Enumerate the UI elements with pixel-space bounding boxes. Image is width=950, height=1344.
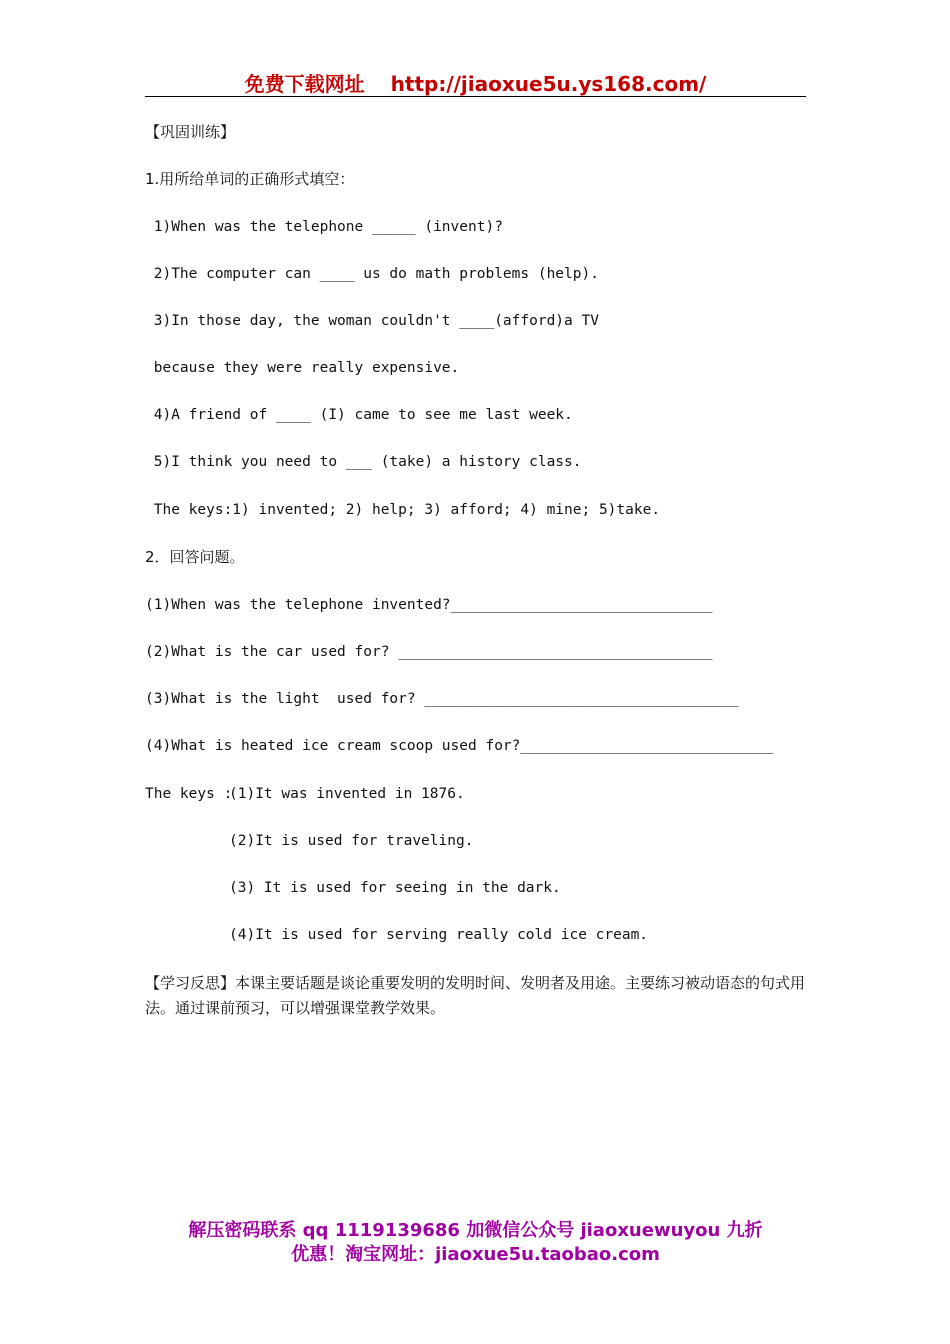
header-url[interactable]: http://jiaoxue5u.ys168.com/ [390, 72, 707, 96]
part2-keys-label: The keys : [145, 786, 233, 802]
part2-question-1: (1)When was the telephone invented?______________________________ [145, 597, 713, 613]
part1-item-3: 3)In those day, the woman couldn't ____(afford)a TV [145, 313, 599, 329]
part1-item-1: 1)When was the telephone _____ (invent)? [145, 219, 503, 235]
part1-title: 1.用所给单词的正确形式填空： [145, 170, 355, 188]
part1-item-3-cont: because they were really expensive. [145, 360, 460, 376]
part1-item-2: 2)The computer can ____ us do math problems (help). [145, 266, 599, 282]
page-footer [145, 1219, 806, 1267]
part2-key-4: (4)It is used for serving really cold ice cream. [229, 927, 649, 943]
part2-question-2: (2)What is the car used for? ____________________________________ [145, 644, 713, 660]
part2-key-3: (3) It is used for seeing in the dark. [229, 880, 561, 896]
part1-keys: The keys:1) invented; 2) help; 3) afford; 4) mine; 5)take. [145, 502, 661, 518]
reflection-label: 【学习反思】 [145, 974, 236, 992]
reflection-text: 本课主要话题是谈论重要发明的发明时间、发明者及用途。主要练习被动语态的句式用法。通过课前预习，可以增强课堂教学效果。 [145, 974, 806, 1017]
footer-line-2: 优惠！淘宝网址：jiaoxue5u.taobao.com [291, 1244, 660, 1265]
footer-line-1: 解压密码联系 qq 1119139686 加微信公众号 jiaoxuewuyou 九折 [188, 1220, 763, 1241]
part2-question-4: (4)What is heated ice cream scoop used for?_____________________________ [145, 738, 774, 754]
part2-key-2: (2)It is used for traveling. [229, 833, 474, 849]
part2-key-1: (1)It was invented in 1876. [229, 786, 465, 802]
header-label: 免费下载网址 [244, 72, 365, 96]
page-header [145, 68, 806, 97]
part1-item-5: 5)I think you need to ___ (take) a history class. [145, 454, 582, 470]
part2-title: 2．回答问题。 [145, 548, 245, 566]
part2-question-3: (3)What is the light used for? ____________________________________ [145, 691, 739, 707]
reflection [145, 971, 810, 1021]
part1-item-4: 4)A friend of ____ (I) came to see me last week. [145, 407, 573, 423]
section-title: 【巩固训练】 [145, 123, 236, 141]
